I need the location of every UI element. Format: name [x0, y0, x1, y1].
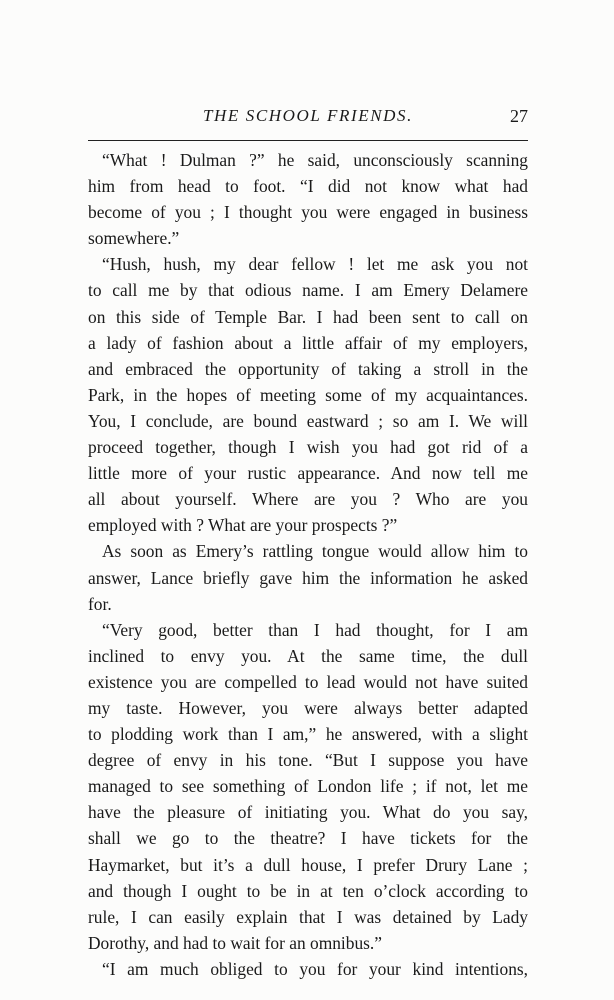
- header-rule: [88, 140, 528, 141]
- text-line: [88, 669, 528, 695]
- text-line: [88, 199, 528, 225]
- text-line-content: somewhere.”: [88, 228, 180, 249]
- text-line: [88, 512, 528, 538]
- text-line: [88, 304, 528, 330]
- text-line-content: him from head to foot. “I did not know what had: [88, 176, 528, 197]
- text-line: [88, 930, 528, 956]
- text-line: [88, 277, 528, 303]
- text-line-content: employed with ? What are your prospects ?”: [88, 515, 398, 536]
- text-line: [88, 591, 528, 617]
- text-line-content: to plodding work than I am,” he answered, with a slight: [88, 724, 528, 745]
- text-line: [88, 147, 528, 173]
- page-number: 27: [510, 106, 528, 126]
- text-line-content: managed to see something of London life ; if not, let me: [88, 776, 528, 797]
- text-line-content: Park, in the hopes of meeting some of my acquaintances.: [88, 384, 528, 405]
- text-line-content: existence you are compelled to lead would not have suited: [88, 671, 528, 692]
- text-line: [88, 460, 528, 486]
- body-text: [88, 147, 528, 982]
- text-line: [88, 956, 528, 982]
- text-line-content: degree of envy in his tone. “But I suppose you have: [88, 750, 528, 771]
- text-line: [88, 773, 528, 799]
- text-line-content: “Hush, hush, my dear fellow ! let me ask you not: [102, 254, 528, 275]
- text-line-content: rule, I can easily explain that I was detained by Lady: [88, 906, 528, 927]
- text-line-content: answer, Lance briefly gave him the information he asked: [88, 567, 528, 588]
- text-line: [88, 173, 528, 199]
- text-line: [88, 356, 528, 382]
- text-line: [88, 538, 528, 564]
- text-line-content: “Very good, better than I had thought, for I am: [102, 619, 528, 640]
- text-line-content: little more of your rustic appearance. And now tell me: [88, 463, 528, 484]
- text-line: [88, 904, 528, 930]
- text-line: [88, 747, 528, 773]
- text-line-content: my taste. However, you were always better adapted: [88, 697, 528, 718]
- text-line-content: a lady of fashion about a little affair of my employers,: [88, 332, 528, 353]
- page-header: [88, 106, 528, 132]
- text-line-content: You, I conclude, are bound eastward ; so am I. We will: [88, 410, 528, 431]
- text-line: [88, 251, 528, 277]
- text-line: [88, 617, 528, 643]
- text-line-content: shall we go to the theatre? I have tickets for the: [88, 828, 528, 849]
- text-line: [88, 878, 528, 904]
- text-line-content: for.: [88, 593, 112, 614]
- text-line-content: Haymarket, but it’s a dull house, I prefer Drury Lane ;: [88, 854, 528, 875]
- text-line-content: on this side of Temple Bar. I had been sent to call on: [88, 306, 528, 327]
- text-line: [88, 486, 528, 512]
- text-line: [88, 565, 528, 591]
- text-line: [88, 434, 528, 460]
- text-line: [88, 799, 528, 825]
- text-line-content: and though I ought to be in at ten o’clock according to: [88, 880, 528, 901]
- text-line: [88, 643, 528, 669]
- text-line: [88, 330, 528, 356]
- running-title: THE SCHOOL FRIENDS.: [202, 106, 413, 125]
- text-line-content: have the pleasure of initiating you. What do you say,: [88, 802, 528, 823]
- text-line-content: become of you ; I thought you were engaged in business: [88, 202, 528, 223]
- text-line-content: As soon as Emery’s rattling tongue would allow him to: [102, 541, 528, 562]
- text-line: [88, 408, 528, 434]
- text-line-content: to call me by that odious name. I am Emery Delamere: [88, 280, 528, 301]
- text-line: [88, 825, 528, 851]
- text-line-content: Dorothy, and had to wait for an omnibus.”: [88, 932, 382, 953]
- text-line: [88, 225, 528, 251]
- text-line-content: “What ! Dulman ?” he said, unconsciously scanning: [102, 150, 528, 170]
- text-line: [88, 721, 528, 747]
- text-line-content: and embraced the opportunity of taking a stroll in the: [88, 358, 528, 379]
- text-line-content: inclined to envy you. At the same time, the dull: [88, 645, 528, 666]
- text-line-content: all about yourself. Where are you ? Who are you: [88, 489, 528, 510]
- text-line: [88, 852, 528, 878]
- text-line: [88, 382, 528, 408]
- text-line: [88, 695, 528, 721]
- text-line-content: proceed together, though I wish you had got rid of a: [88, 437, 528, 458]
- text-line-content: “I am much obliged to you for your kind intentions,: [102, 958, 528, 979]
